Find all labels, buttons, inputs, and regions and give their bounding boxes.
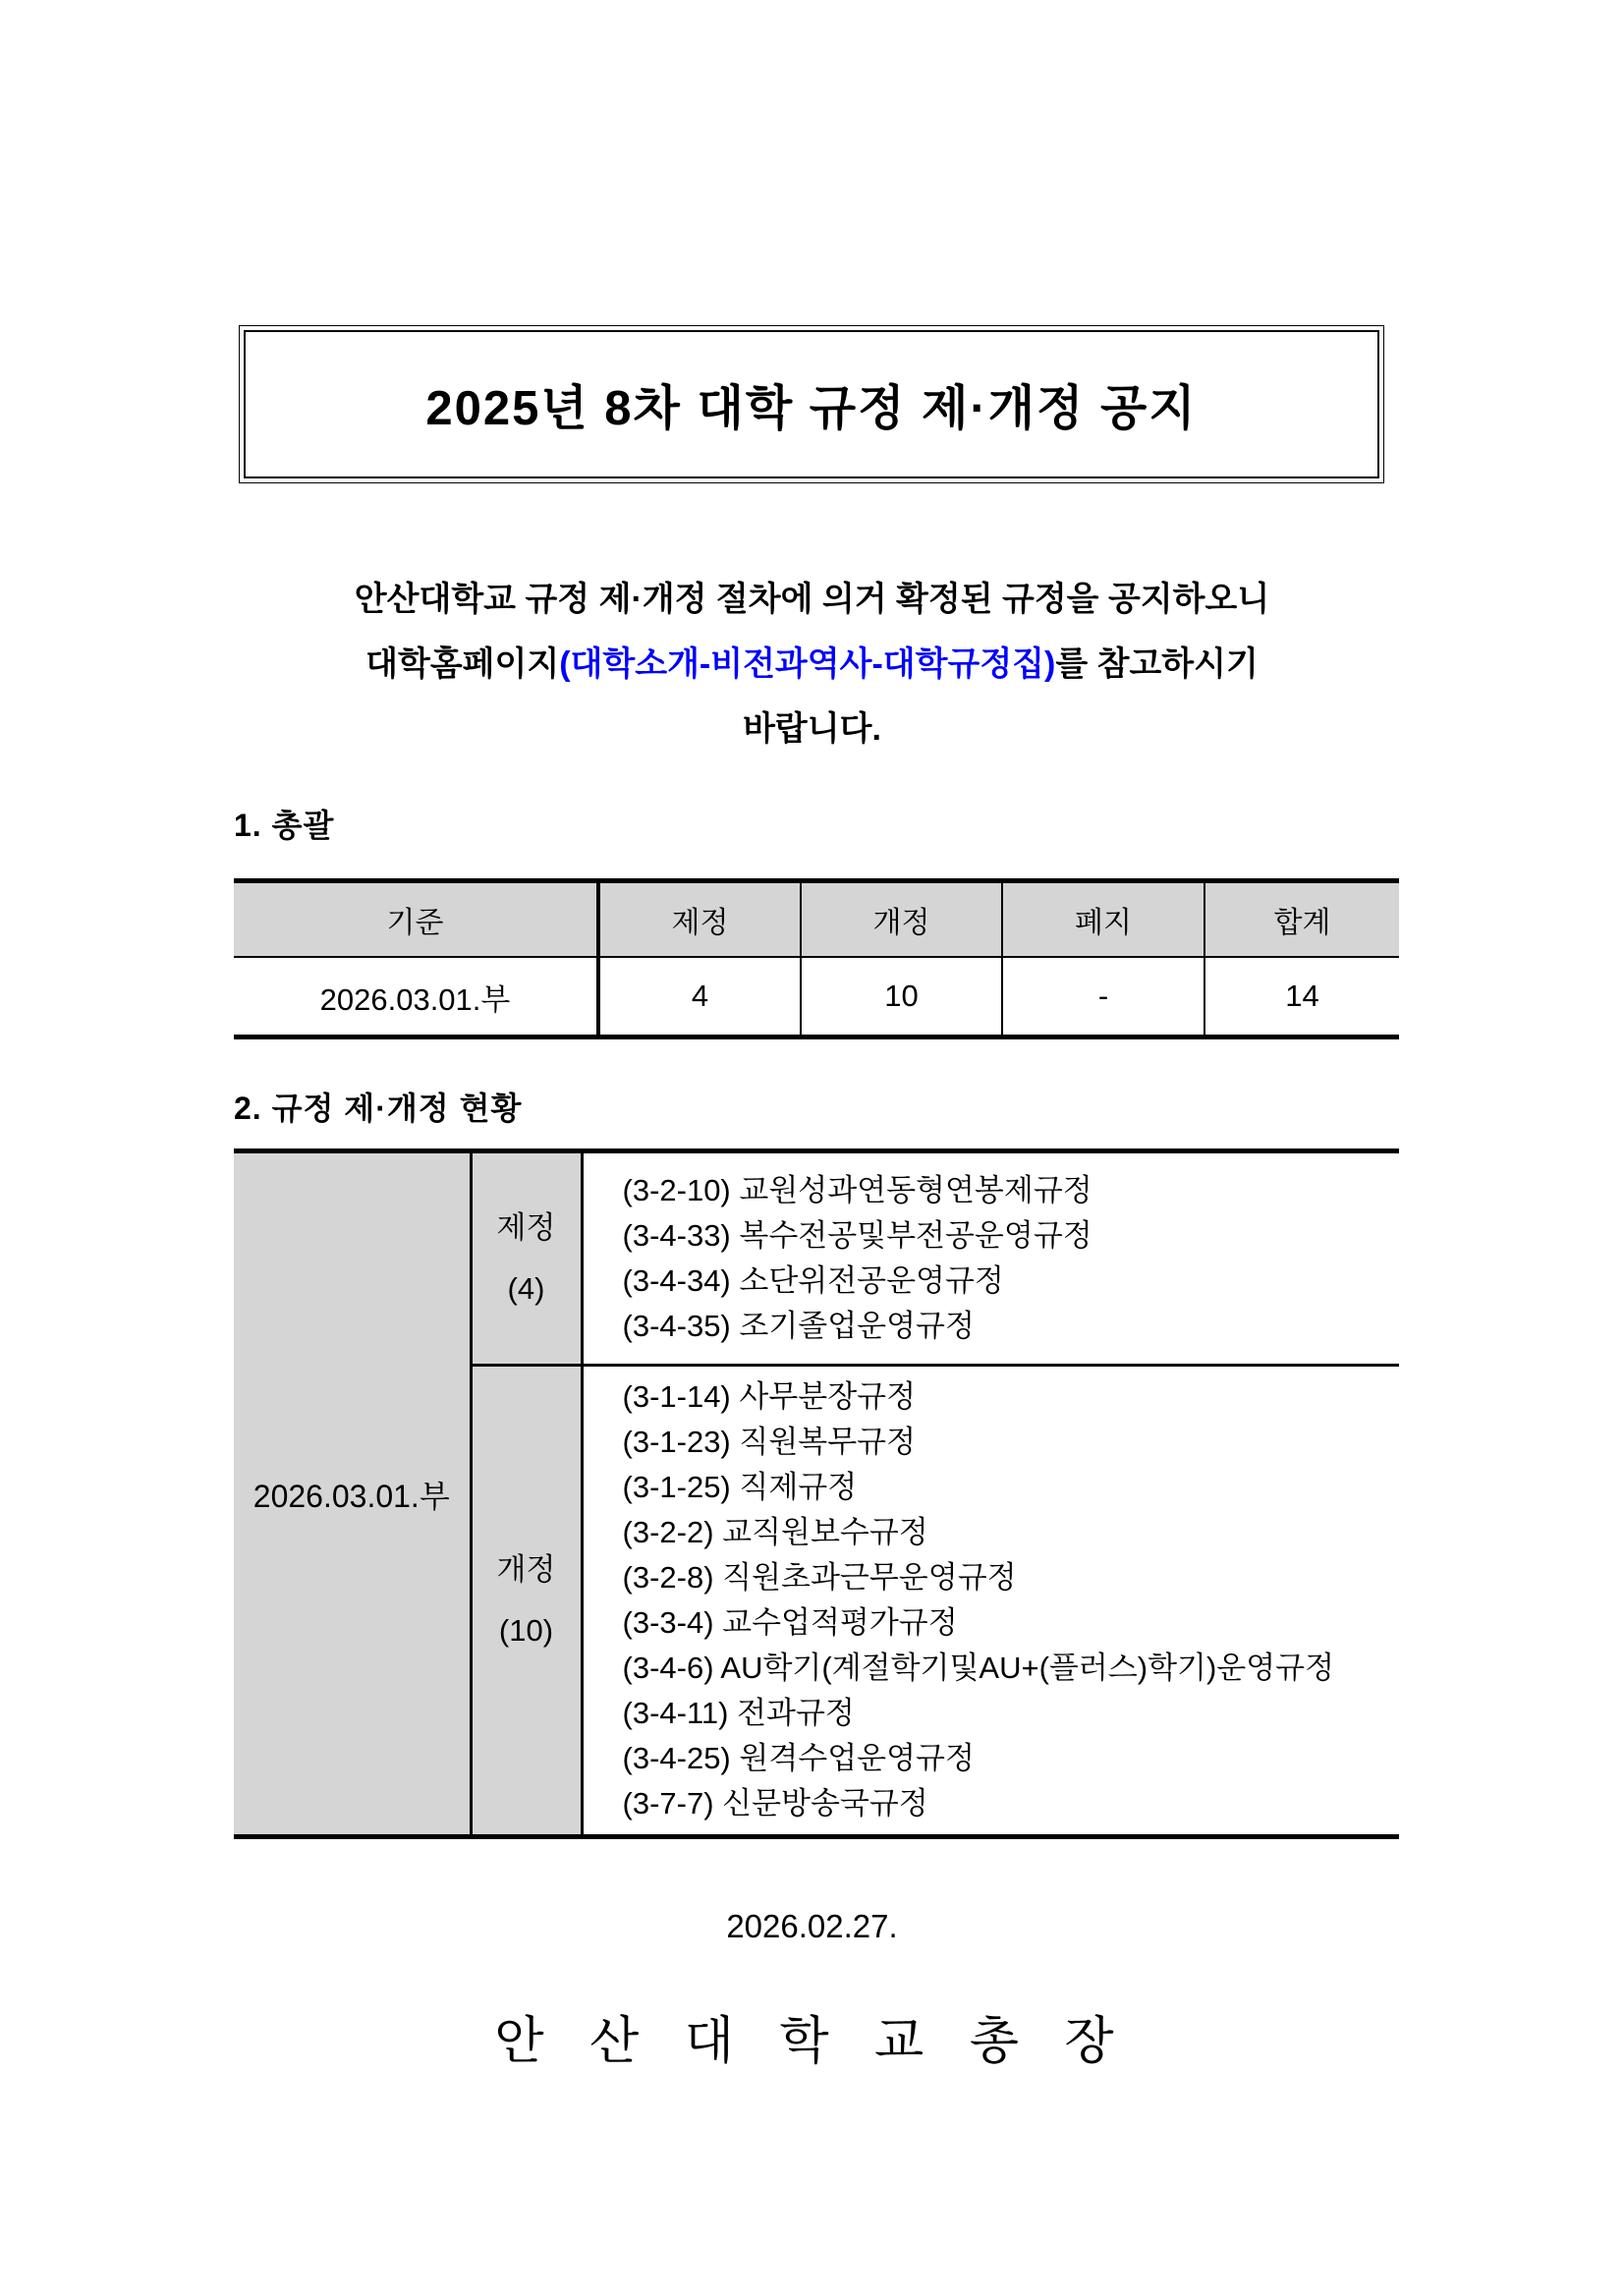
- regulation-item: (3-4-34) 소단위전공운영규정: [622, 1263, 1004, 1298]
- summary-cell-revised: 10: [801, 957, 1002, 1035]
- president-signature: 안 산 대 학 교 총 장: [494, 2013, 1130, 2070]
- intro-paragraph: [236, 567, 1388, 761]
- title-box-inner: [244, 330, 1379, 478]
- group-type-revised-count: (10): [498, 1613, 554, 1648]
- summary-header-total: 합계: [1204, 883, 1399, 957]
- summary-table: [234, 878, 1399, 1039]
- regulation-item: (3-2-8) 직원초과근무운영규정: [622, 1560, 1017, 1595]
- regulation-item: (3-4-6) AU학기(계절학기및AU+(플러스)학기)운영규정: [622, 1651, 1335, 1685]
- intro-line2-suffix: 를 참고하시기: [1055, 645, 1259, 683]
- intro-line2-prefix: 대학홈페이지: [365, 645, 560, 683]
- enacted-regulation-list: [623, 1168, 1390, 1349]
- group-type-enacted: [471, 1153, 582, 1366]
- announcement-date: 2026.02.27.: [726, 1908, 898, 1944]
- enacted-items-cell: [582, 1153, 1399, 1366]
- regulation-item: (3-7-7) 신문방송국규정: [622, 1786, 928, 1820]
- summary-header-enacted: 제정: [598, 883, 801, 957]
- document-title: 2025년 8차 대학 규정 제·개정 공지: [425, 381, 1198, 435]
- group-type-revised-label: 개정: [496, 1552, 556, 1587]
- summary-data-row: [234, 957, 1399, 1035]
- section2-heading: 2. 규정 제·개정 현황: [234, 1091, 523, 1126]
- detail-row-enacted: [234, 1153, 1399, 1366]
- summary-header-abolished: 폐지: [1002, 883, 1204, 957]
- intro-line-3: 바랍니다.: [743, 710, 881, 748]
- summary-cell-basis: 2026.03.01.부: [234, 957, 598, 1035]
- regulation-item: (3-4-25) 원격수업운영규정: [622, 1741, 975, 1775]
- effective-date-cell: 2026.03.01.부: [234, 1153, 471, 1834]
- homepage-path-link[interactable]: (대학소개-비전과역사-대학규정집): [559, 645, 1056, 683]
- intro-line-1: 안산대학교 규정 제·개정 절차에 의거 확정된 규정을 공지하오니: [354, 581, 1270, 618]
- regulation-item: (3-4-11) 전과규정: [622, 1696, 855, 1730]
- title-box: [239, 325, 1384, 483]
- regulation-item: (3-3-4) 교수업적평가규정: [622, 1605, 958, 1640]
- regulation-item: (3-4-35) 조기졸업운영규정: [622, 1309, 975, 1343]
- group-type-enacted-label: 제정: [496, 1210, 556, 1245]
- summary-cell-abolished: -: [1002, 957, 1204, 1035]
- regulation-item: (3-2-10) 교원성과연동형연봉제규정: [622, 1173, 1092, 1207]
- summary-header-basis: 기준: [234, 883, 598, 957]
- summary-cell-total: 14: [1204, 957, 1399, 1035]
- group-type-revised: [471, 1366, 582, 1835]
- detail-table: [234, 1148, 1399, 1839]
- summary-header-row: [234, 883, 1399, 957]
- regulation-item: (3-1-23) 직원복무규정: [622, 1425, 917, 1459]
- regulation-item: (3-2-2) 교직원보수규정: [622, 1515, 928, 1549]
- regulation-item: (3-1-14) 사무분장규정: [622, 1379, 917, 1414]
- summary-cell-enacted: 4: [598, 957, 801, 1035]
- summary-header-revised: 개정: [801, 883, 1002, 957]
- revised-regulation-list: [623, 1374, 1390, 1826]
- regulation-item: (3-1-25) 직제규정: [622, 1470, 858, 1504]
- regulation-item: (3-4-33) 복수전공및부전공운영규정: [622, 1218, 1092, 1253]
- intro-line-2: [236, 632, 1388, 697]
- revised-items-cell: [582, 1366, 1399, 1835]
- section1-heading: 1. 총괄: [234, 808, 335, 843]
- group-type-enacted-count: (4): [507, 1271, 545, 1306]
